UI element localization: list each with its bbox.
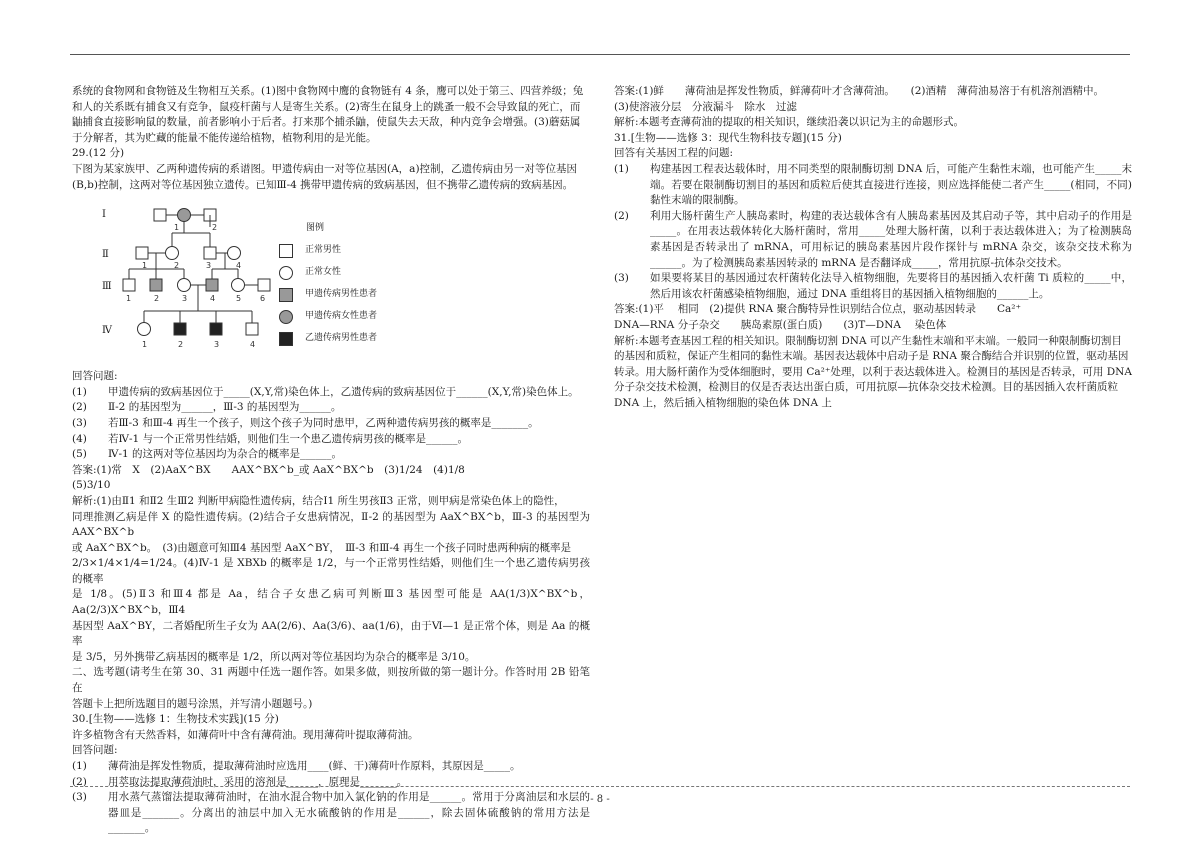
- question-29-stem: (B,b)控制，这两对等位基因独立遗传。已知Ⅲ-4 携带甲遗传病的致病基因，但不携带乙遗传病的致病基因。: [72, 178, 574, 191]
- legend-label: 乙遗传病男性患者: [305, 332, 378, 343]
- pedigree-normal-female: [166, 247, 179, 260]
- question-number: (3): [72, 791, 87, 804]
- legend-label: 正常女性: [305, 266, 342, 277]
- intro-line: 鼬捕食直接影响鼠的数量，前者影响小于后者。打来那个捕杀鼬，使鼠失去天敌，种内竞争会增强。(3)蘑菇属: [72, 116, 581, 129]
- question-item: [72, 432, 590, 448]
- legend-type-a-female-icon: [279, 310, 293, 324]
- legend-normal-female-icon: [279, 266, 293, 280]
- question-number: (2): [72, 775, 87, 788]
- q30-answer-line: 答案:(1)鲜 薄荷油是挥发性物质，鲜薄荷叶才含薄荷油。 (2)酒精 薄荷油易溶于有机溶剂酒精中。: [614, 85, 1105, 97]
- pedigree-normal-female: [138, 323, 151, 336]
- question-number: (3): [72, 416, 87, 429]
- legend-title: 图例: [306, 223, 325, 234]
- svg-text:2: 2: [178, 340, 184, 350]
- legend-normal-male-icon: [279, 244, 293, 258]
- question-30-heading: 30.[生物——选修 1：生物技术实践](15 分): [72, 713, 279, 726]
- question-text: 利用大肠杆菌生产人胰岛素时，构建的表达载体含有人胰岛素基因及其启动子等，其中启动子的作用是_____。在用表达载体转化大肠杆菌时，常用_____处理大肠杆菌，以利于表达载体进入；为了检测胰岛素基因是否转录出了 mRNA，可用标记的胰岛素基因片段作探针与 mRNA 杂交，该杂交技术称为______。为了检测胰岛素基因转录的 mRNA 是否翻译成_____，常用抗原-抗体杂交技术。: [650, 209, 1132, 269]
- svg-text:1: 1: [142, 261, 148, 271]
- question-number: (5): [72, 448, 87, 461]
- pedigree-normal-female: [232, 279, 245, 292]
- legend-type-b-male-icon: [279, 332, 293, 346]
- question-number: (1): [72, 385, 87, 398]
- intro-line: 于分解者，其为贮藏的能量不能传递给植物，植物利用的是光能。: [72, 131, 377, 144]
- header-rule: [70, 54, 1130, 55]
- pedigree-affected-male: [206, 279, 218, 291]
- question-text: 若Ⅲ-3 和Ⅲ-4 再生一个孩子，则这个孩子为同时患甲，乙两种遗传病男孩的概率是_______。: [108, 416, 539, 429]
- pedigree-normal-male: [258, 279, 270, 291]
- svg-text:2: 2: [174, 261, 180, 271]
- svg-text:5: 5: [236, 294, 242, 304]
- generation-label: Ⅱ: [102, 249, 109, 261]
- question-number: (2): [72, 401, 87, 414]
- page-number: - 8 -: [590, 794, 610, 805]
- question-text: 构建基因工程表达载体时，用不同类型的限制酶切割 DNA 后，可能产生黏性末端，也可能产生_____末端。若要在限制酶切割目的基因和质粒后使其直接进行连接，则应选择能使二者产生_____(相同，不同)黏性末端的限制酶。: [650, 162, 1132, 207]
- question-number: (1): [614, 162, 629, 175]
- q30-analysis: 解析:本题考查薄荷油的提取的相关知识，继续沿袭以识记为主的命题形式。: [614, 116, 965, 129]
- question-text: 如果要将某目的基因通过农杆菌转化法导入植物细胞，先要将目的基因插入农杆菌 Ti 质粒的_____中，然后用该农杆菌感染植物细胞，通过 DNA 重组将目的基因插入植物细胞的______上。: [650, 272, 1132, 300]
- q31-analysis-line: 分子杂交技术检测，检测目的仅是否表达出蛋白质，可用抗原—抗体杂交技术检测。目的基因插入农杆菌质粒: [614, 381, 1118, 394]
- question-29-heading: 29.(12 分): [72, 147, 125, 160]
- svg-text:2: 2: [212, 223, 218, 233]
- pedigree-normal-male: [123, 279, 135, 291]
- question-30-stem: 许多植物含有天然香料，如薄荷叶中含有薄荷油。现用薄荷叶提取薄荷油。: [72, 728, 419, 741]
- pedigree-type-b-male: [174, 323, 186, 335]
- question-text: 薄荷油是挥发性物质，提取薄荷油时应选用____(鲜、干)薄荷叶作原料，其原因是_____。: [108, 760, 521, 772]
- q31-analysis-line: 转录。用大肠杆菌作为受体细胞时，要用 Ca²⁺处理，以利于表达载体进入。检测目的基因是否转录，可用 DNA: [614, 365, 1132, 378]
- question-item: [72, 400, 590, 416]
- analysis-line: 是 1/8。(5)Ⅱ3 和Ⅲ4 都是 Aa，结合子女患乙病可判断Ⅲ3 基因型可能是 AA(1/3)X^BX^b，Aa(2/3)X^BX^b，Ⅲ4: [72, 588, 590, 617]
- question-item: [72, 759, 590, 775]
- q31-answer-line: DNA—RNA 分子杂交 胰岛素原(蛋白质) (3)T—DNA 染色体: [614, 318, 947, 331]
- question-item: [72, 447, 590, 463]
- pedigree-normal-male: [136, 247, 148, 259]
- question-item: [72, 775, 590, 791]
- question-number: (3): [614, 272, 629, 285]
- analysis-line: 是 3/5，另外携带乙病基因的概率是 1/2，所以两对等位基因均为杂合的概率是 3/10。: [72, 650, 476, 663]
- pedigree-normal-female: [228, 247, 241, 260]
- question-text: 用萃取法提取薄荷油时，采用的溶剂是______，原理是_______。: [108, 775, 408, 788]
- legend-type-a-male-icon: [279, 288, 293, 302]
- pedigree-legend: [276, 221, 377, 350]
- q31-analysis-line: 的基因和质粒，保证产生相同的黏性末端。基因表达载体中启动子是 RNA 聚合酶结合并识别的位置，驱动基因: [614, 350, 1129, 363]
- pedigree-normal-male: [154, 209, 166, 221]
- answer-line: 答案:(1)常 X (2)AaX^BX AAX^BX^b_或 AaX^BX^b (3)1/24 (4)1/8: [72, 463, 465, 476]
- q31-analysis-line: DNA 上，然后插入植物细胞的染色体 DNA 上: [614, 396, 832, 409]
- legend-label: 正常男性: [305, 244, 342, 255]
- footer-rule: [70, 786, 1130, 787]
- question-31-heading: 31.[生物——选修 3：现代生物科技专题](15 分): [614, 131, 842, 144]
- question-29-stem: 下图为某家族甲、乙两种遗传病的系谱图。甲遗传病由一对等位基因(A，a)控制，乙遗传病由另一对等位基因: [72, 162, 578, 175]
- question-text: 若Ⅳ-1 与一个正常男性结婚，则他们生一个患乙遗传病男孩的概率是______。: [108, 432, 469, 445]
- generation-label: Ⅲ: [102, 281, 112, 293]
- pedigree-chart: [84, 199, 414, 365]
- question-item: [72, 385, 590, 401]
- pedigree-type-b-male: [210, 323, 222, 335]
- generation-label: Ⅰ: [102, 209, 106, 221]
- question-number: (2): [614, 209, 629, 222]
- svg-text:1: 1: [174, 223, 180, 233]
- question-item: [614, 271, 1132, 302]
- answer-line: (5)3/10: [72, 479, 111, 492]
- pedigree-normal-male: [246, 323, 258, 335]
- answer-prompt: 回答问题:: [72, 370, 118, 383]
- question-number: (1): [72, 760, 87, 772]
- svg-text:4: 4: [210, 294, 216, 304]
- question-text: Ⅱ-2 的基因型为______，Ⅲ-3 的基因型为______。: [108, 401, 342, 414]
- svg-text:3: 3: [182, 294, 188, 304]
- section-2-line: 答题卡上把所选题目的题号涂黑，并写清小题题号。): [72, 697, 313, 710]
- svg-text:6: 6: [260, 294, 266, 304]
- question-31-stem: 回答有关基因工程的问题:: [614, 147, 734, 160]
- question-30-prompt: 回答问题:: [72, 744, 118, 757]
- section-2-line: 二、选考题(请考生在第 30、31 两题中任选一题作答。如果多做，则按所做的第一题计分。作答时用 2B 铅笔在: [72, 666, 590, 695]
- question-item: [72, 416, 590, 432]
- right-column: [614, 84, 1132, 411]
- question-number: (4): [72, 432, 87, 445]
- svg-text:4: 4: [236, 261, 242, 271]
- pedigree-affected-female: [178, 209, 191, 222]
- pedigree-affected-male: [150, 279, 162, 291]
- intro-line: 和人的关系既有捕食又有竞争，鼠疫杆菌与人是寄生关系。(2)寄生在鼠身上的跳蚤一般不会导致鼠的死亡，而: [72, 100, 581, 113]
- question-text: Ⅳ-1 的这两对等位基因均为杂合的概率是______。: [108, 448, 343, 461]
- question-text: 用水蒸气蒸馏法提取薄荷油时，在油水混合物中加入氯化钠的作用是______。常用于分离油层和水层的器皿是_______。分离出的油层中加入无水硫酸钠的作用是______，除去固体硫酸钠的常用方法是_______。: [108, 791, 590, 835]
- analysis-line: 或 AaX^BX^b。 (3)由题意可知Ⅲ4 基因型 AaX^BY， Ⅲ-3 和Ⅲ-4 再生一个孩子同时患两种病的概率是: [72, 541, 571, 554]
- svg-text:1: 1: [142, 340, 148, 350]
- analysis-line: 基因型 AaX^BY，二者婚配所生子女为 AA(2/6)、Aa(3/6)、aa(1/6)，由于Ⅵ—1 是正常个体，则是 Aa 的概率: [72, 619, 590, 648]
- analysis-line: 2/3×1/4×1/4=1/24。(4)Ⅳ-1 是 XBXb 的概率是 1/2，与一个正常男性结婚，则他们生一个患乙遗传病男孩的概率: [72, 557, 590, 585]
- intro-line: 系统的食物网和食物链及生物相互关系。(1)图中食物网中鹰的食物链有 4 条，鹰可以处于第三、四营养级；兔: [72, 85, 584, 97]
- pedigree-normal-female: [178, 279, 191, 292]
- svg-text:2: 2: [154, 294, 160, 304]
- q31-answer-line: 答案:(1)平 相同 (2)提供 RNA 聚合酶特异性识别结合位点，驱动基因转录 Ca²⁺: [614, 303, 1022, 316]
- svg-text:3: 3: [214, 340, 220, 350]
- analysis-line: 同理推测乙病是伴 X 的隐性遗传病。(2)结合子女患病情况，Ⅱ-2 的基因型为 AaX^BX^b，Ⅲ-3 的基因型为 AAX^BX^b: [72, 510, 590, 539]
- svg-text:1: 1: [126, 294, 132, 304]
- pedigree-normal-male: [204, 247, 216, 259]
- question-item: [614, 209, 1132, 271]
- svg-text:4: 4: [250, 340, 256, 350]
- question-item: [614, 162, 1132, 209]
- left-column: [72, 84, 590, 837]
- svg-text:3: 3: [206, 261, 212, 271]
- generation-label: Ⅳ: [102, 325, 112, 337]
- q31-analysis-line: 解析:本题考查基因工程的相关知识。限制酶切割 DNA 可以产生黏性末端和平末端。一般同一种限制酶切割目: [614, 334, 1122, 347]
- analysis-line: 解析:(1)由Ⅱ1 和Ⅱ2 生Ⅲ2 判断甲病隐性遗传病，结合Ⅰ1 所生男孩Ⅱ3 正常，则甲病是常染色体上的隐性，: [72, 494, 565, 507]
- question-text: 甲遗传病的致病基因位于_____(X,Y,常)染色体上，乙遗传病的致病基因位于______(X,Y,常)染色体上。: [108, 385, 579, 398]
- legend-label: 甲遗传病男性患者: [305, 288, 378, 299]
- legend-label: 甲遗传病女性患者: [305, 310, 378, 321]
- q30-answer-line: (3)使溶液分层 分液漏斗 除水 过滤: [614, 100, 797, 113]
